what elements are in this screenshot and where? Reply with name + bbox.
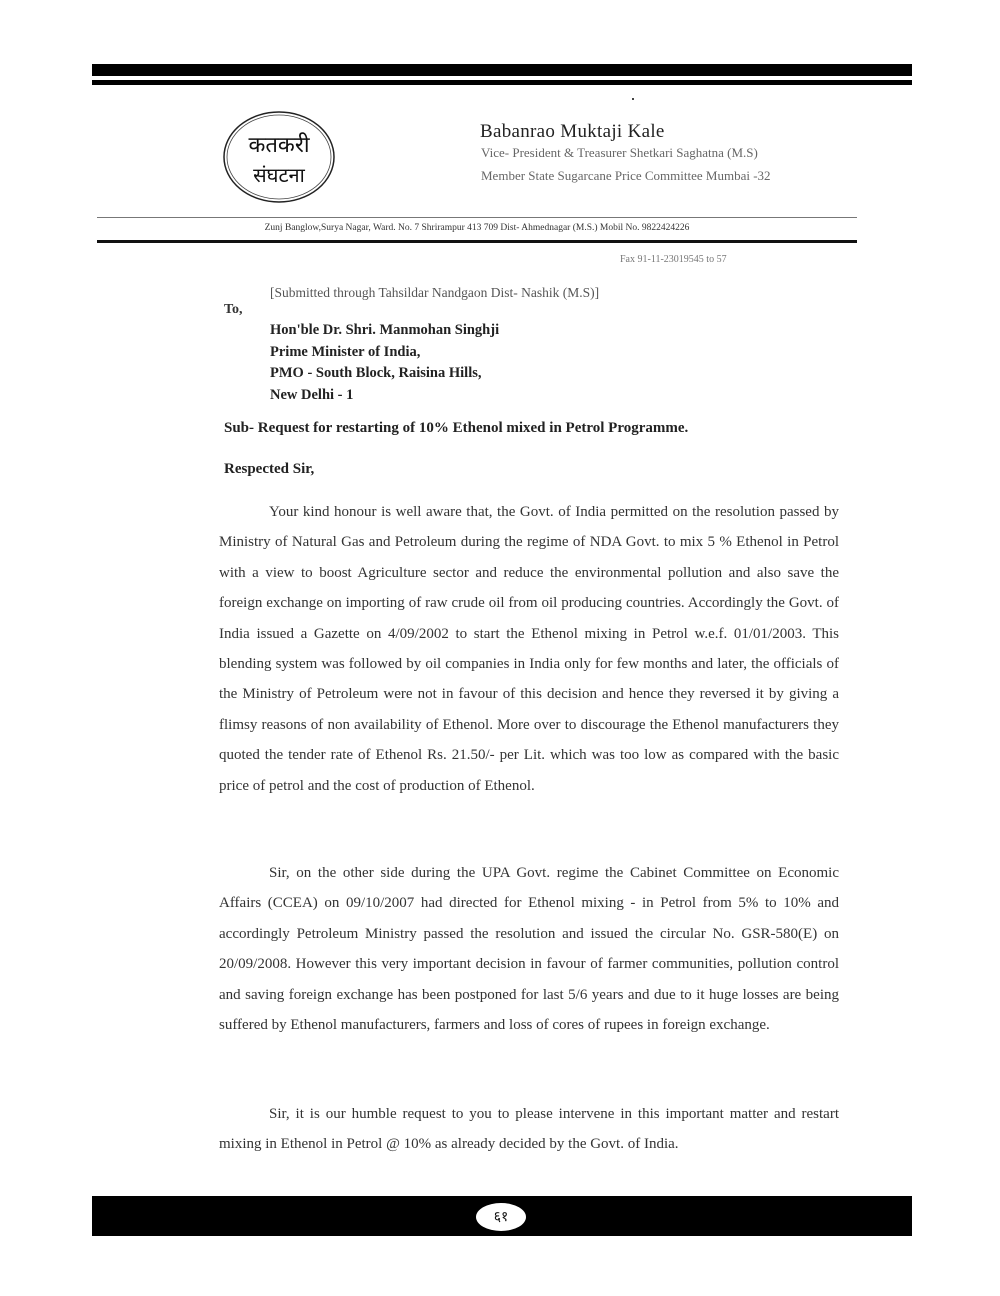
sender-designation-2: Member State Sugarcane Price Committee Mumbai -32 <box>481 168 771 183</box>
body-paragraph-2: Sir, on the other side during the UPA Govt. regime the Cabinet Committee on Economic Affairs (CCEA) on 09/10/2007 had directed for Ethenol mixing - in Petrol from 5% to 10% and accordingly Petroleum Ministry passed the resolution and issued the circular No. GSR-580(E) on 20/09/2008. However this very important decision in favour of farmer communities, pollution control and saving foreign exchange has been postponed for last 5/6 years and due to it huge losses are being suffered by Ethenol manufacturers, farmers and loss of cores of rupees in foreign exchange. <box>219 865 839 1034</box>
to-label: To, <box>224 302 243 317</box>
address-rule-top <box>97 217 857 218</box>
addressee-line: PMO - South Block, Raisina Hills, <box>270 365 482 381</box>
address-rule-bottom <box>97 240 857 243</box>
sender-designation-1: Vice- President & Treasurer Shetkari Saghatna (M.S) <box>481 145 758 160</box>
addressee-line: New Delhi - 1 <box>270 386 354 403</box>
logo-text-bottom: संघटना <box>253 163 305 187</box>
sender-address: Zunj Banglow,Surya Nagar, Ward. No. 7 Shrirampur 413 709 Dist- Ahmednagar (M.S.) Mobil No. 9822424226 <box>264 223 690 233</box>
logo-text-top: कतकरी <box>248 133 310 158</box>
body-paragraph-3: Sir, it is our humble request to you to please intervene in this important matter and restart mixing in Ethenol in Petrol @ 10% as already decided by the Govt. of India. <box>219 1106 839 1153</box>
addressee-line: Hon'ble Dr. Shri. Manmohan Singhji <box>270 322 500 338</box>
addressee-block <box>270 320 499 406</box>
addressee-line: Prime Minister of India, <box>270 343 421 360</box>
salutation: Respected Sir, <box>224 461 315 477</box>
subject-line: Sub- Request for restarting of 10% Ethenol mixed in Petrol Programme. <box>224 420 689 436</box>
organization-logo <box>222 110 336 204</box>
scan-speck <box>632 98 634 100</box>
header-rule-thin <box>92 80 912 85</box>
body-paragraph-1: Your kind honour is well aware that, the Govt. of India permitted on the resolution passed by Ministry of Natural Gas and Petroleum during the regime of NDA Govt. to mix 5 % Ethenol in Petrol with a view to boost Agriculture sector and reduce the environmental pollution and also save the foreign exchange on importing of raw crude oil from oil producing countries. Accordingly the Govt. of India issued a Gazette on 4/09/2002 to start the Ethenol mixing in Petrol w.e.f. 01/01/2003. This blending system was followed by oil companies in India only for few months and later, the officials of the Ministry of Petroleum were not in favour of this decision and hence they reversed it by giving a flimsy reasons of non availability of Ethenol. More over to discourage the Ethenol manufacturers they quoted the tender rate of Ethenol Rs. 21.50/- per Lit. which was too low as compared with the basic price of petrol and the cost of production of Ethenol. <box>219 504 839 794</box>
sender-name: Babanrao Muktaji Kale <box>480 121 665 142</box>
header-rule-thick <box>92 64 912 76</box>
fax-number: Fax 91-11-23019545 to 57 <box>620 254 727 265</box>
page-number: ६१ <box>476 1203 526 1231</box>
submitted-through-note: [Submitted through Tahsildar Nandgaon Dist- Nashik (M.S)] <box>270 285 600 300</box>
